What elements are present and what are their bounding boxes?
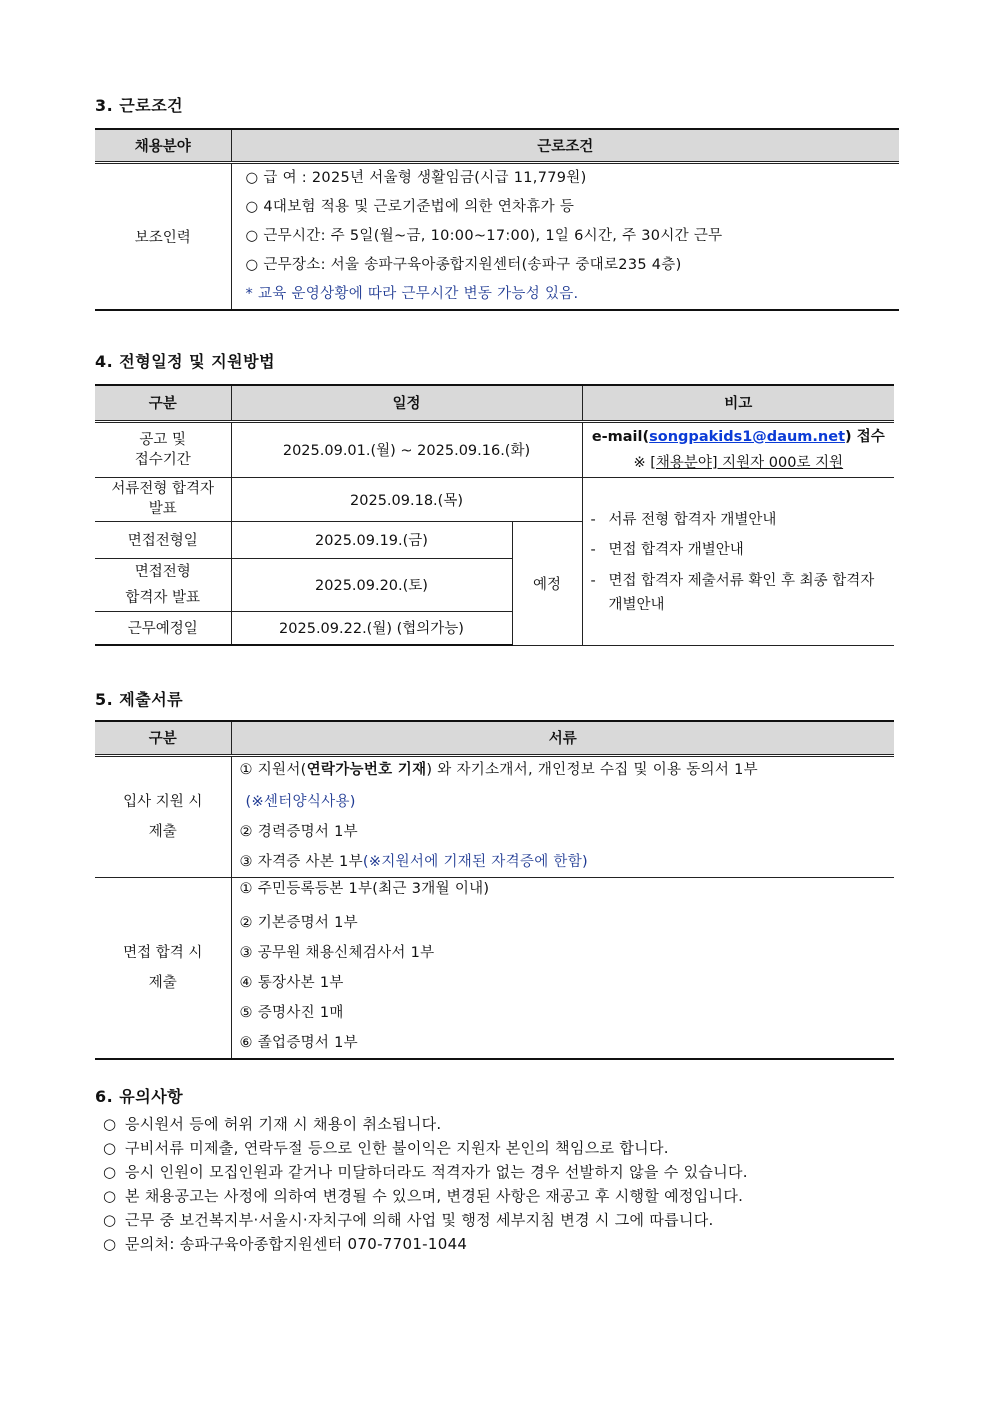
header-remarks: 비고 bbox=[582, 385, 894, 421]
group1-label: 입사 지원 시 제출 bbox=[95, 755, 231, 877]
group2-doc: ② 기본증명서 1부 bbox=[239, 914, 358, 931]
group2-doc: ③ 공무원 채용신체검사서 1부 bbox=[239, 944, 435, 961]
remark-item: - 면접 합격자 개별안내 bbox=[590, 542, 744, 558]
documents-table bbox=[95, 720, 894, 1060]
group1-doc2: ② 경력증명서 1부 bbox=[239, 823, 358, 840]
schedule-table bbox=[95, 384, 894, 646]
header-conditions: 근로조건 bbox=[231, 129, 899, 162]
group2-docs bbox=[231, 877, 894, 1059]
group2-doc: ⑥ 졸업증명서 1부 bbox=[239, 1034, 358, 1051]
group2-doc: ① 주민등록등본 1부(최근 3개월 이내) bbox=[239, 880, 490, 897]
caution-item: ○ 문의처: 송파구육아종합지원센터 070-7701-1044 bbox=[103, 1235, 468, 1253]
remark-item: - 면접 합격자 제출서류 확인 후 최종 합격자 개별안내 bbox=[590, 573, 875, 613]
group1-doc1: ① 지원서(연락가능번호 기재) 와 자기소개서, 개인정보 수집 및 이용 동의서 1부 bbox=[239, 761, 758, 778]
group2-doc: ④ 통장사본 1부 bbox=[239, 974, 344, 991]
email-cell bbox=[582, 421, 894, 477]
header-documents: 서류 bbox=[231, 721, 894, 755]
row-label-interview: 면접전형일 bbox=[95, 521, 231, 558]
condition-hours: ○ 근무시간: 주 5일(월~금, 10:00~17:00), 1일 6시간, 주 30시간 근무 bbox=[245, 227, 723, 244]
section6-title: 6. 유의사항 bbox=[95, 1087, 184, 1106]
conditions-cell bbox=[231, 162, 899, 310]
row-label-document-result: 서류전형 합격자 발표 bbox=[95, 477, 231, 521]
row-date-interview-result: 2025.09.20.(토) bbox=[231, 558, 512, 611]
section4-title: 4. 전형일정 및 지원방법 bbox=[95, 352, 276, 371]
row-label-interview-result: 면접전형 합격자 발표 bbox=[95, 558, 231, 611]
header-schedule: 일정 bbox=[231, 385, 582, 421]
row-date-start-date: 2025.09.22.(월) (협의가능) bbox=[231, 611, 512, 645]
email-note: ※ [채용분야] 지원자 000로 지원 bbox=[633, 454, 844, 471]
email-line: e-mail(songpakids1@daum.net) 접수 bbox=[591, 428, 885, 445]
row-date-document-result: 2025.09.18.(목) bbox=[231, 477, 582, 521]
section5-title: 5. 제출서류 bbox=[95, 690, 184, 709]
condition-insurance: ○ 4대보험 적용 및 근로기준법에 의한 연차휴가 등 bbox=[245, 198, 575, 215]
row-date-application: 2025.09.01.(월) ~ 2025.09.16.(화) bbox=[231, 421, 582, 477]
caution-item: ○ 응시 인원이 모집인원과 같거나 미달하더라도 적격자가 없는 경우 선발하지 않을 수 있습니다. bbox=[103, 1163, 748, 1181]
remark-item: - 서류 전형 합격자 개별안내 bbox=[590, 512, 777, 528]
header-field: 채용분야 bbox=[95, 129, 231, 162]
row-date-interview: 2025.09.19.(금) bbox=[231, 521, 512, 558]
working-conditions-table bbox=[95, 128, 899, 311]
caution-item: ○ 응시원서 등에 허위 기재 시 채용이 취소됩니다. bbox=[103, 1115, 442, 1133]
group1-docs bbox=[231, 755, 894, 877]
email-link[interactable]: songpakids1@daum.net bbox=[649, 428, 846, 445]
cautions-list bbox=[103, 1112, 748, 1256]
section3-title: 3. 근로조건 bbox=[95, 96, 184, 115]
condition-note: * 교육 운영상황에 따라 근무시간 변동 가능성 있음. bbox=[245, 285, 579, 302]
field-cell: 보조인력 bbox=[95, 162, 231, 310]
header-category: 구분 bbox=[95, 385, 231, 421]
caution-item: ○ 본 채용공고는 사정에 의하여 변경될 수 있으며, 변경된 사항은 재공고 후 시행할 예정입니다. bbox=[103, 1187, 744, 1205]
row-label-application: 공고 및 접수기간 bbox=[95, 421, 231, 477]
group1-doc1-note: (※센터양식사용) bbox=[245, 793, 356, 810]
header-doc-category: 구분 bbox=[95, 721, 231, 755]
caution-item: ○ 근무 중 보건복지부·서울시·자치구에 의해 사업 및 행정 세부지침 변경 시 그에 따릅니다. bbox=[103, 1211, 714, 1229]
row-label-start-date: 근무예정일 bbox=[95, 611, 231, 645]
condition-salary: ○ 급 여 : 2025년 서울형 생활임금(시급 11,779원) bbox=[245, 169, 587, 186]
group2-label: 면접 합격 시 제출 bbox=[95, 877, 231, 1059]
group1-doc3: ③ 자격증 사본 1부(※지원서에 기재된 자격증에 한함) bbox=[239, 853, 588, 870]
condition-location: ○ 근무장소: 서울 송파구육아종합지원센터(송파구 중대로235 4층) bbox=[245, 256, 682, 273]
group2-doc: ⑤ 증명사진 1매 bbox=[239, 1004, 344, 1021]
caution-item: ○ 구비서류 미제출, 연락두절 등으로 인한 불이익은 지원자 본인의 책임으로 합니다. bbox=[103, 1139, 669, 1157]
scheduled-cell: 예정 bbox=[512, 521, 582, 645]
remarks-cell bbox=[582, 477, 894, 645]
